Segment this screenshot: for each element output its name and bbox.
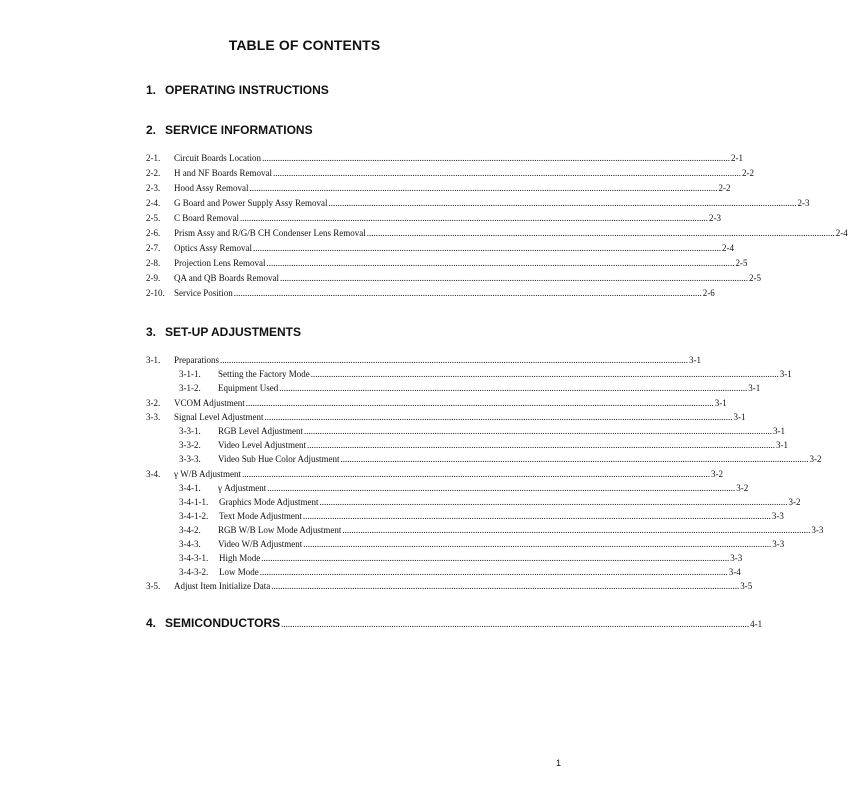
entry-title: Video W/B Adjustment: [218, 539, 303, 549]
entry-number: 3-4-2.: [179, 525, 201, 535]
page-number: 1: [556, 758, 562, 768]
entry-title: Equipment Used: [218, 383, 279, 393]
toc-entry[interactable]: [179, 426, 785, 439]
dot-leader: ................................................................................................................................................................................................................: [253, 243, 721, 253]
dot-leader: ................................................................................................................................................................................................................: [310, 369, 779, 379]
toc-entry[interactable]: [146, 228, 848, 241]
toc-entry[interactable]: [146, 258, 748, 271]
entry-title: QA and QB Boards Removal: [174, 273, 279, 283]
toc-entry[interactable]: [146, 469, 723, 482]
section-title: OPERATING INSTRUCTIONS: [165, 83, 329, 97]
entry-title: RGB W/B Low Mode Adjustment: [218, 525, 342, 535]
entry-title: Service Position: [174, 288, 233, 298]
entry-page: 2-5: [735, 258, 748, 268]
entry-title: High Mode: [219, 553, 261, 563]
entry-page: 3-1: [775, 440, 788, 450]
entry-page: 3-2: [710, 469, 723, 479]
toc-entry[interactable]: [179, 497, 801, 510]
entry-number: 2-3.: [146, 183, 161, 193]
entry-page: 3-1: [748, 383, 761, 393]
toc-entry[interactable]: [146, 288, 715, 301]
dot-leader: ................................................................................................................................................................................................................: [249, 183, 718, 193]
entry-title: Adjust Item Initialize Data: [174, 581, 271, 591]
dot-leader: ................................................................................................................................................................................................................: [241, 469, 710, 479]
entry-title: Signal Level Adjustment: [174, 412, 264, 422]
toc-entry[interactable]: [146, 213, 721, 226]
dot-leader: ................................................................................................................................................................................................................: [261, 553, 730, 563]
entry-page: 2-3: [797, 198, 810, 208]
entry-page: 3-1: [779, 369, 792, 379]
entry-number: 2-7.: [146, 243, 161, 253]
entry-page: 3-2: [788, 497, 801, 507]
entry-title: Circuit Boards Location: [174, 153, 261, 163]
entry-title: Prism Assy and R/G/B CH Condenser Lens Removal: [174, 228, 366, 238]
toc-entry[interactable]: [146, 168, 754, 181]
entry-number: 2-2.: [146, 168, 161, 178]
dot-leader: ................................................................................................................................................................................................................: [271, 581, 740, 591]
entry-number: 2-1.: [146, 153, 161, 163]
entry-page: 2-3: [709, 213, 721, 223]
toc-entry[interactable]: [179, 454, 822, 467]
entry-page: 2-4: [722, 243, 734, 253]
entry-title: γ W/B Adjustment: [174, 469, 241, 479]
toc-entry[interactable]: [179, 539, 785, 552]
entry-number: 2-8.: [146, 258, 161, 268]
section-heading-1: [146, 83, 329, 97]
entry-page: 2-5: [749, 273, 761, 283]
entry-page: 3-2: [736, 483, 749, 493]
entry-page: 2-2: [718, 183, 731, 193]
section-number: 3.: [146, 325, 157, 339]
entry-page: 3-1: [733, 412, 746, 422]
section-number: 1.: [146, 83, 157, 97]
toc-entry[interactable]: [179, 483, 749, 496]
entry-page: 2-4: [835, 228, 848, 238]
dot-leader: ................................................................................................................................................................................................................: [273, 168, 741, 178]
entry-number: 3-2.: [146, 398, 161, 408]
entry-page: 3-3: [730, 553, 743, 563]
entry-title: Projection Lens Removal: [174, 258, 266, 268]
entry-page: 3-1: [689, 355, 701, 365]
dot-leader: ................................................................................................................................................................................................................: [366, 228, 835, 238]
entry-number: 3-3-2.: [179, 440, 201, 450]
toc-entry[interactable]: [179, 440, 788, 453]
section-number: 2.: [146, 123, 157, 137]
entry-number: 3-4-1.: [179, 483, 201, 493]
entry-title: Setting the Factory Mode: [218, 369, 310, 379]
entry-title: Preparations: [174, 355, 219, 365]
toc-entry[interactable]: [146, 273, 761, 286]
entry-page: 3-1: [714, 398, 727, 408]
toc-entry[interactable]: [179, 567, 741, 580]
entry-number: 3-4-3.: [179, 539, 201, 549]
toc-entry[interactable]: [179, 525, 824, 538]
toc-entry[interactable]: [179, 369, 792, 382]
dot-leader: ................................................................................................................................................................................................................: [340, 454, 809, 464]
section-title: SET-UP ADJUSTMENTS: [165, 325, 302, 339]
entry-title: Hood Assy Removal: [174, 183, 249, 193]
dot-leader: ................................................................................................................................................................................................................: [266, 258, 735, 268]
entry-title: Optics Assy Removal: [174, 243, 252, 253]
dot-leader: ................................................................................................................................................................................................................: [306, 440, 775, 450]
toc-entry[interactable]: [146, 412, 746, 425]
entry-number: 3-4-1-2.: [179, 511, 209, 521]
entry-title: VCOM Adjustment: [174, 398, 245, 408]
section-heading-2: [146, 123, 313, 137]
dot-leader: ................................................................................................................................................................................................................: [319, 497, 788, 507]
toc-entry[interactable]: [146, 183, 731, 196]
dot-leader: ................................................................................................................................................................................................................: [279, 383, 748, 393]
entry-number: 3-5.: [146, 581, 161, 591]
dot-leader: ................................................................................................................................................................................................................: [259, 567, 728, 577]
entry-number: 2-5.: [146, 213, 161, 223]
section-heading-3: [146, 325, 301, 339]
entry-number: 2-10.: [146, 288, 165, 298]
entry-title: H and NF Boards Removal: [174, 168, 272, 178]
dot-leader: ................................................................................................................................................................................................................: [264, 412, 733, 422]
toc-entry[interactable]: [146, 198, 810, 211]
toc-entry[interactable]: [146, 581, 753, 594]
dot-leader: ................................................................................................................................................................................................................: [328, 198, 797, 208]
entry-title: Low Mode: [219, 567, 259, 577]
entry-page: 3-3: [811, 525, 824, 535]
dot-leader: ................................................................................................................................................................................................................: [267, 483, 736, 493]
entry-page: 3-4: [728, 567, 741, 577]
entry-title: γ Adjustment: [218, 483, 267, 493]
toc-entry[interactable]: [146, 355, 701, 368]
entry-page: 2-6: [702, 288, 715, 298]
section-heading-4[interactable]: [146, 616, 763, 630]
entry-number: 3-1-2.: [179, 383, 201, 393]
section-page: 4-1: [750, 619, 763, 629]
toc-entry[interactable]: [179, 511, 784, 524]
entry-number: 3-1-1.: [179, 369, 201, 379]
dot-leader: ................................................................................................................................................................................................................: [281, 619, 750, 629]
entry-title: C Board Removal: [174, 213, 239, 223]
entry-number: 2-6.: [146, 228, 161, 238]
section-title: SEMICONDUCTORS: [165, 616, 281, 630]
entry-page: 2-1: [730, 153, 743, 163]
entry-page: 2-2: [742, 168, 754, 178]
entry-number: 3-4-3-2.: [179, 567, 209, 577]
entry-title: Text Mode Adjustment: [219, 511, 302, 521]
toc-entry[interactable]: [179, 383, 761, 396]
entry-page: 3-3: [771, 511, 784, 521]
entry-page: 3-2: [809, 454, 822, 464]
dot-leader: ................................................................................................................................................................................................................: [245, 398, 714, 408]
entry-title: Video Sub Hue Color Adjustment: [218, 454, 340, 464]
entry-page: 3-1: [773, 426, 785, 436]
entry-number: 3-4-1-1.: [179, 497, 209, 507]
dot-leader: ................................................................................................................................................................................................................: [261, 153, 730, 163]
entry-number: 3-4.: [146, 469, 161, 479]
dot-leader: ................................................................................................................................................................................................................: [280, 273, 748, 283]
dot-leader: ................................................................................................................................................................................................................: [302, 511, 771, 521]
dot-leader: ................................................................................................................................................................................................................: [304, 426, 772, 436]
dot-leader: ................................................................................................................................................................................................................: [220, 355, 688, 365]
page-title: TABLE OF CONTENTS: [228, 37, 381, 53]
toc-entry[interactable]: [146, 243, 734, 256]
dot-leader: ................................................................................................................................................................................................................: [240, 213, 708, 223]
toc-entry[interactable]: [146, 153, 743, 166]
dot-leader: ................................................................................................................................................................................................................: [342, 525, 811, 535]
entry-page: 3-3: [772, 539, 785, 549]
entry-number: 3-3-1.: [179, 426, 201, 436]
entry-title: RGB Level Adjustment: [218, 426, 303, 436]
entry-number: 3-1.: [146, 355, 161, 365]
entry-number: 3-4-3-1.: [179, 553, 209, 563]
entry-number: 3-3.: [146, 412, 161, 422]
entry-page: 3-5: [740, 581, 753, 591]
entry-number: 3-3-3.: [179, 454, 201, 464]
section-number: 4.: [146, 616, 157, 630]
entry-number: 2-9.: [146, 273, 161, 283]
toc-entry[interactable]: [146, 398, 727, 411]
entry-title: Graphics Mode Adjustment: [219, 497, 319, 507]
entry-number: 2-4.: [146, 198, 161, 208]
toc-entry[interactable]: [179, 553, 743, 566]
entry-title: Video Level Adjustment: [218, 440, 306, 450]
dot-leader: ................................................................................................................................................................................................................: [303, 539, 772, 549]
entry-title: G Board and Power Supply Assy Removal: [174, 198, 328, 208]
dot-leader: ................................................................................................................................................................................................................: [233, 288, 702, 298]
section-title: SERVICE INFORMATIONS: [165, 123, 313, 137]
